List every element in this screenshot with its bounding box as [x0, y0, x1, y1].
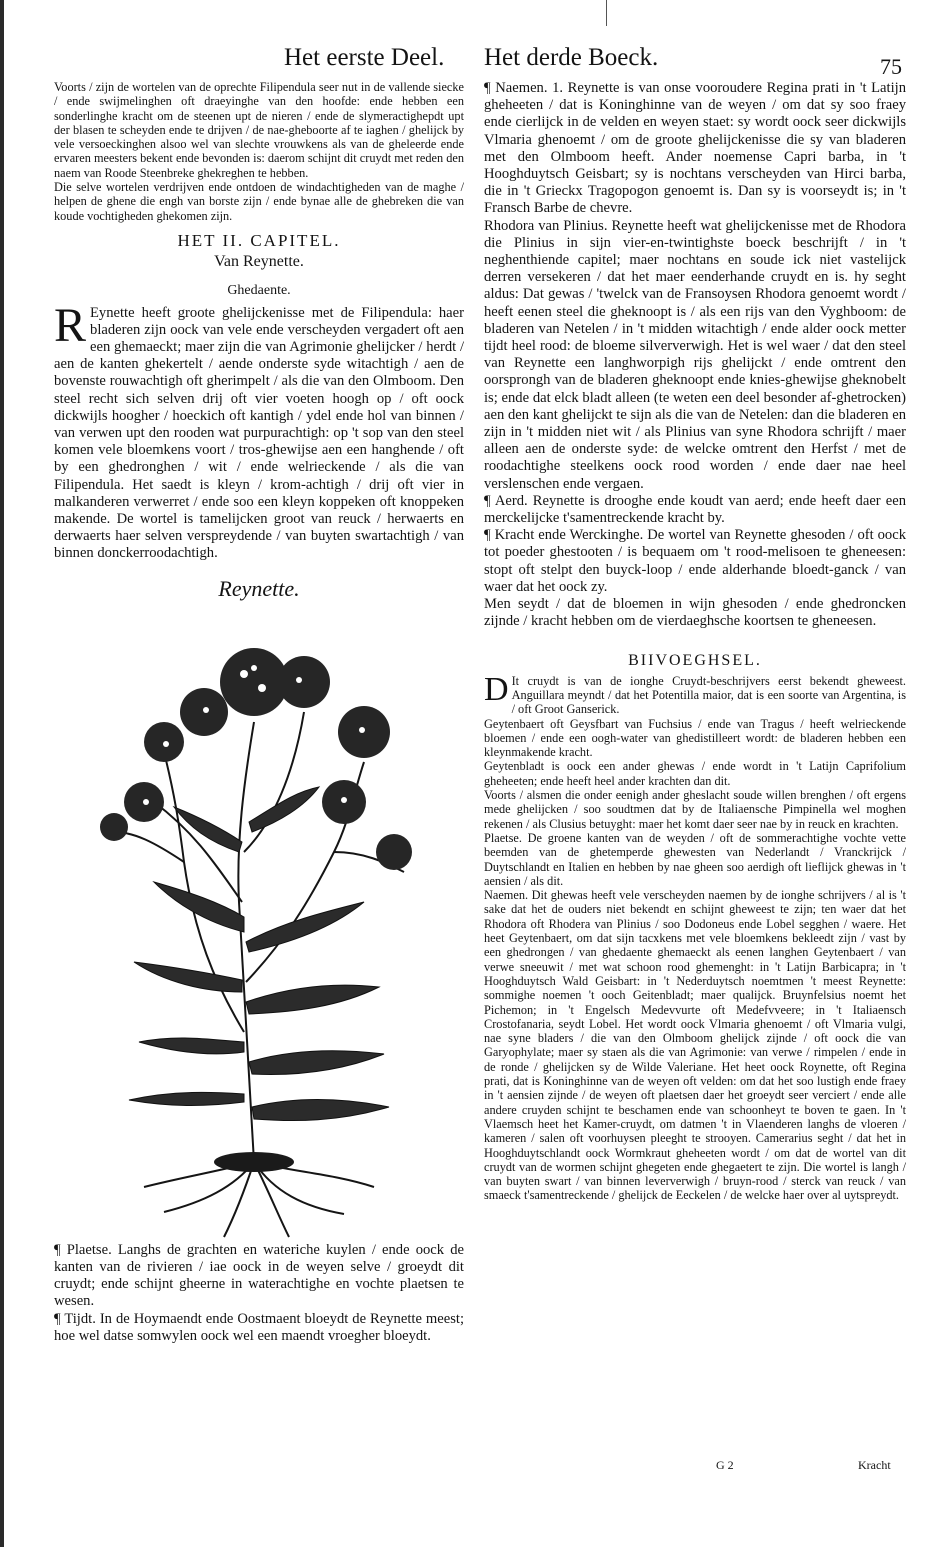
gutter-mark — [606, 0, 607, 26]
ghedaente-text: Eynette heeft groote ghelijckenisse met de Filipendula: haer bladeren zijn oock van vele ende verscheyden vergadert oft aen een ghemaeckt; maer zijn die van Agrimonie ghelijcker / herdt / aen de kanten ghekertelt / aende onderste syde witachtigh / aen de bovenste rouwachtigh oft gherimpelt / als die van den Olmboom. Den steel recht sich selven drij oft vier voeten hoogh op / oft oock dickwijls hoogher / hoeckich oft kantigh / ydel ende hol van binnen / van verwen upt den rooden wat purpurachtigh: op 't sop van den steel komen vele bloemkens voort / tros-ghewijse aen een hanghende / oft by een ghedronghen / wit / ende welrieckende / als die van Filipendula. Het saedt is kleyn / krom-achtigh / drij oft vier in malkanderen verwerret / ende soo een kleyn koppeken oft knoppeken makende. De wortel is tamelijcken groot van reuck / herwaerts en derwaerts haer selven verspreydende / van buyten swartachtigh / van binnen donckerroodachtigh. — [54, 304, 464, 562]
tijdt-paragraph: ¶ Tijdt. In de Hoymaendt ende Oostmaent bloeydt de Reynette meest; hoe wel datse somwylen oock wel een maendt vroegher bloeydt. — [54, 1310, 464, 1344]
scan-edge — [0, 0, 4, 1547]
bij-plaetse-paragraph: Plaetse. De groene kanten van de weyden / oft de sommerachtighe vochte vette beemden van de ghetemperde ghewesten van Nederlandt / Vranckrijck / Duytschlandt en Italien en hebben by nae gheen soo aerdigh oft lieflijck ghewas in 't aensien / als dit. — [484, 830, 906, 888]
chapter-title: HET II. CAPITEL. — [177, 230, 341, 250]
drop-cap: R — [54, 298, 87, 352]
drop-cap-d: D — [484, 670, 509, 708]
naemen-paragraph: ¶ Naemen. 1. Reynette is van onse vooroudere Regina prati in 't Latijn gheheeten / dat is Koninghinne van de weyen / om dat sy soo fraey ende cierlijck in de velden en weyen staet: sy wordt oock seer dickwijls Vlmaria ghenoemt / om de groote ghelijckenisse die sy van bladeren met den Olmboom heeft. Ander noemense Capri barba, in 't Hooghduytsch Geisbart; sy is nochtans verscheyden van Hirci barba, die in 't Grieckx Tragopogon genoemt is. Dan sy is voorseydt is; in 't Fransch Barbe de chevre. — [484, 80, 906, 217]
voorts-paragraph: Voorts / alsmen die onder eenigh ander gheslacht soude willen brenghen / oft ergens mede ghelijcken / soo soudtmen dat by de Italiaensche Pimpinella wel moghen rekenen / als Clusius betuyght: maer het komt daer seer nae by in reuck en krachten. — [484, 788, 906, 831]
bij-naemen-paragraph: Naemen. Dit ghewas heeft vele verscheyden naemen by de ionghe schrijvers / al is 't sake dat het de ouders niet bekendt en schijnt gheweest te zijn; ten waer dat het Rhodora oft Rhodera van Plinius / soo Dodoneus ende Lobel segghen / waere. Het heet Geytenbaert, om dat sijn tacxkens met vele bloemkens bekleedt zijn / vast by een ghedrongen / van ghedaente ghemaeckt als eenen langhen Geytenbaert / van verwe sneeuwit / met wat schoon rood ghemenght: in 't Latijn Barbicapra; in 't Hooghduytsch Wald Geisbart: in 't Nederduytsch noemtmen 't meest Reynette: sommighe noemen 't ooch Geitenbladt; maer qualijck. Bruynfelsius noemt het Pichemon; in 't Engelsch Medevvurte oft Medefvveere; in 't Italiaensch Crostofanaria, seydt Lobel. Het wordt oock Vlmaria ghenoemt / oft Vlmaria vulgi, nae syne bladers / die van den Olmboom ghelijck zijnde / oft oock die van Garyophylate; maer sy staen als die van Agrimonie: van verwe / rimpelen / ende in de ronde / ghelijcken sy de Wilde Valeriane. Het heet oock Roynette, oft Regina prati, dat is Koninghinne van de weyen oft velden: om dat het soo lustigh ende fraey in 't aensien zijnde / de weyen oft plaetsen daer het groeydt seer verciert / ende alle andere cruyden schijnt te beschamen ende van schoonheyt te boven te gaen. In 't Vlaemsch heet het Kamer-cruydt, om datmen 't in Vlaenderen langhs de vloeren / kameren / salen oft voorhuysen pleeght te strooyen. Camerarius seght / dat het in Hooghduytschlandt oock Wormkraut gheheeten wordt / om dat de wortel van dit cruydt van de wormen schijnt ghegeten ende ghegaetert te zijn. Die wortel is langh / van buyten swart / van binnen leververwigh / bruyn-rood / sterck van reuck / van smaeck t'samentreckende / ghelijck de Eeckelen / de welcke haer over al uytspreydt. — [484, 888, 906, 1203]
bijvoeghsel-intro — [484, 670, 906, 717]
rhodora-paragraph: Rhodora van Plinius. Reynette heeft wat ghelijckenisse met de Rhodora die Plinius in sijn vier-en-twintighste boeck beschrijft / in 't neghenthiende capitel; maer nochtans en soude ick niet vastelijck derren versekeren / dat het maer eenderhande cruydt en is. hy seght aldus: Dat gewas / 'twelck van de Fransoysen Rhodora genoemt wordt / heeft eenen steel die gheknoopt is / als een rijs van den Vyghboom: de bladeren van Netelen / in 't midden witachtigh / ende alder oock metter tijdt heel rood: de bloeme silververwigh. Het is wel waer / dat den steel van Reynette een langhworpigh rijs ghelijckt / ende omtrent den oorsprongh van de bladeren gheknoopt ende knies-ghewijse gheknobelt is; ende dat elck bladt alleen (te weten een deel besonder af-ghetrocken) aen den kant ghelijckt te sijn als die van de Netelen: dan die bladeren en zijn in 't midden niet wit / als Plinius van syne Rhodora schrijft / maer alleen aen de onderste syde: de welcke omtrent den Herfst / met de roodachtighe steelkens oock rood worden / ende daer nae heel verslenschen ende vergaen. — [484, 217, 906, 492]
left-column — [54, 80, 464, 1345]
figure-caption: Reynette. — [218, 575, 300, 601]
aerd-paragraph: ¶ Aerd. Reynette is drooghe ende koudt van aerd; ende heeft daer een merckelijcke t'samentreckende kracht by. — [484, 492, 906, 527]
running-header — [0, 40, 950, 80]
right-column — [484, 80, 906, 1203]
ghedaente-heading: Ghedaente. — [227, 283, 291, 299]
men-seydt-paragraph: Men seydt / dat de bloemen in wijn ghesoden / ende ghedroncken zijnde / kracht hebben om de vierdaeghsche koortsen te gheneesen. — [484, 596, 906, 630]
plaetse-paragraph: ¶ Plaetse. Langhs de grachten en wateriche kuylen / ende oock de kanten van de rivieren / iae oock in de weyen selve / groeydt dit cruydt; ende schijnt gheerne in waterachtighe en vochte plaetsen te wesen. — [54, 1241, 464, 1310]
running-head-left: Het eerste Deel. — [284, 44, 445, 71]
geytenbaert-paragraph: Geytenbaert oft Geysfbart van Fuchsius / ende van Tragus / heeft welrieckende bloemen / ende een oogh-water van ghedistilleert wordt: de bladeren hebben een kleynmakende kracht. — [484, 716, 906, 760]
geytenbladt-paragraph: Geytenbladt is oock een ander ghewas / ende wordt in 't Latijn Caprifolium gheheeten; ende heeft heel ander krachten dan dit. — [484, 759, 906, 788]
page-number: 75 — [880, 54, 902, 79]
chapter-subtitle: Van Reynette. — [214, 253, 304, 271]
kracht-paragraph: ¶ Kracht ende Werckinghe. De wortel van Reynette ghesoden / oft oock tot poeder ghestooten / is bequaem om 't rood-melisoen te gheneesen: stopt oft stelpt den buyck-loop / ende alderhande bloedt-ganck / van waer dat het oock zy. — [484, 527, 906, 595]
signature-mark: G 2 — [716, 1458, 734, 1472]
intro-paragraph-1: Voorts / zijn de wortelen van de oprechte Filipendula seer nut in de vallende siecke / ende swijmelinghen oft draeyinghe van den hoofde: ende hebben een sonderlinghe kracht om de steenen upt de nieren / ende de slymeractighepdt upt der blasen te scheyden ende te drijven / de nae-gheboorte af te iaghen / ghelijck by vele versoeckinghen alsoo wel van slechte vrouwkens als van de gheleerde ende ervaren meesters bekent ende bevonden is: daerom schijnt dit cruydt met reden den naem van Roode Steenbreke ghekreghen te hebben. — [54, 80, 464, 180]
reynette-woodcut-illustration — [94, 602, 424, 1242]
intro-paragraph-2: Die selve wortelen verdrijven ende ontdoen de windachtigheden van de maghe / helpen de ghene die engh van borste zijn / ende bynae alle de ghebreken die van koude vochtigheden ghekomen zijn. — [54, 180, 464, 223]
bijvoeghsel-intro-text: It cruydt is van de ionghe Cruydt-beschrijvers eerst bekendt gheweest. Anguillara meyndt / dat het Potentilla maior, dat is een soorte van Argentina, is / oft Groot Ganserick. — [511, 673, 906, 717]
ghedaente-paragraph — [54, 298, 464, 563]
running-head-right: Het derde Boeck. — [484, 44, 659, 71]
catchword: Kracht — [858, 1458, 891, 1472]
bijvoeghsel-heading: BIIVOEGHSEL. — [628, 651, 762, 669]
